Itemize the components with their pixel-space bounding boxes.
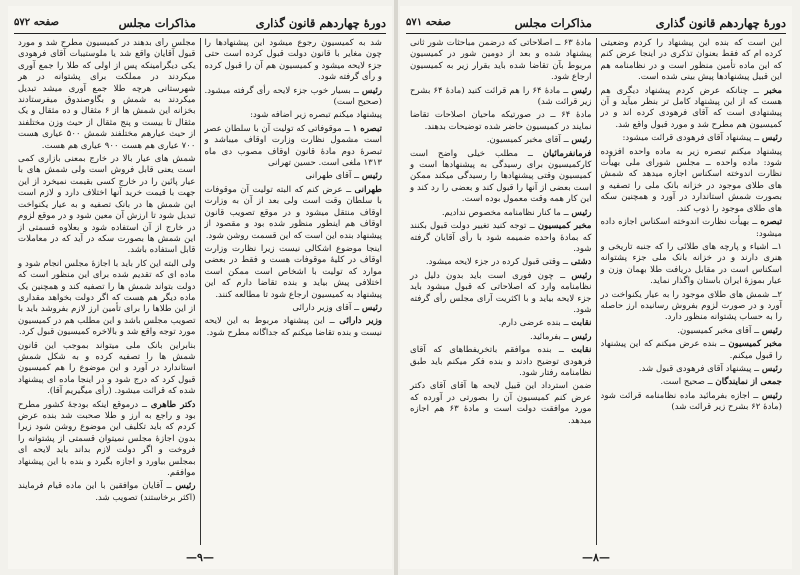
paragraph-text: پیشنهاد میکنم تبصره زیر اضافه شود: [250, 110, 382, 121]
transcript-paragraph: نقابت ــ بنده موافقم باتخریفطاهای که آقای فرهودی توضیح دادند و بنده فکر میکنم باید طبق نظامنامه رفتار شود. [410, 345, 592, 378]
paragraph-text: ما کنار نظامنامه مخصوص ندادیم. [441, 207, 561, 218]
transcript-paragraph [18, 38, 196, 152]
paragraph-text: بنابراین بانک ملی میتواند بموجب این قانون شمش ها را تصفیه کرده و به شکل شمش استاندارد در آورد و این موضوع را هم کمیسیون قبول کرد که درج شود و در اینجا ماده ای پیشنهاد شده که قرائت میشود. (رأی میگیریم آقا). [18, 340, 196, 397]
right-page-header [406, 12, 786, 34]
speaker-name: رئیس [361, 85, 382, 96]
transcript-paragraph [18, 259, 196, 339]
transcript-paragraph: دشتی ــ وقتی قبول کرده در جزء لایحه میشود. [425, 257, 592, 268]
speaker-name: رئیس [361, 302, 382, 313]
transcript-paragraph: جمعی از نمایندگان ــ صحیح است. [660, 377, 782, 388]
transcript-paragraph: مخبر کمیسیون ــ بنده عرض میکنم که این پیشنهاد را قبول میکنم. [600, 339, 783, 361]
transcript-paragraph [601, 242, 783, 288]
speaker-name: وزیر دارائی [339, 316, 382, 327]
speaker-name: نقابت [571, 318, 592, 329]
speaker-name: دکتر طاهری [150, 399, 196, 410]
transcript-paragraph: مخبر کمیسیون ــ توجه کنید تغییر دولت قبول بکنند که بمادهٔ واحده ضمیمه شود با رأی آقایان گرفته شود. [410, 221, 592, 254]
paragraph-text: مادهٔ ۶۴ ــ در صورتیکه ماحیان اصلاحات تقاضا نمایند در کمیسیون حاضر شده توضیحات بدهند. [410, 110, 592, 132]
paragraph-text: اینجا موضوع اشکالی نیست زیرا نظارت وزارت اوقاف در کلیهٔ موقوفات هست و فقط در بعضی موارد که تولیت با اشخاص است ممکن است اختلافی پیش بیاید و بنده تقاضا دارم که این پیشنهاد به کمیسیون ارجاع شود تا مطالعه کنند. [204, 243, 382, 300]
speaker-name: رئیس [761, 363, 782, 374]
paragraph-text: آقایان موافقین با این ماده قیام فرمایند (اکثر برخاستند) تصویب شد. [18, 481, 196, 503]
transcript-paragraph: رئیس ــ آقای طهرانی [305, 171, 382, 182]
paragraph-text: بهیأت نظارت اندوخته اسکناس اجازه داده میشود: [600, 217, 782, 239]
paragraph-text: پیشنهاد آقای فرهودی قرائت میشود: [622, 133, 752, 144]
paragraph-text: بنده عرضی دارم. [498, 318, 561, 329]
transcript-paragraph: رئیس ــ آقایان موافقین با این ماده قیام فرمایند (اکثر برخاستند) تصویب شد. [18, 481, 196, 503]
left-session-title: مذاکرات مجلس [118, 15, 196, 30]
speaker-name: مخبر [764, 85, 782, 96]
speaker-name: رئیس [175, 481, 196, 492]
left-page-header [14, 12, 386, 34]
paragraph-text: اجازه بفرمائید ماده نظامنامه قرائت شود (مادهٔ ۶۲ بشرح زیر قرائت شد) [600, 390, 782, 413]
transcript-paragraph: رئیس ــ پیشنهاد آقای فرهودی قرائت میشود: [622, 133, 782, 144]
paragraph-text: این است که بنده این پیشنهاد را کردم وضعیتی کرده ام که فقط بعنوان تذکری در اینجا عرض کنم که این ماده تأمین منظور است و در نظامنامه هم این قبیل پیشنهادها پیش بینی شده است. [600, 38, 782, 83]
speaker-name: مخبر کمیسیون [537, 221, 592, 232]
paragraph-text: مادهٔ ۶۳ ــ اصلاحاتی که درضمن مباحثات شور ثانی پیشنهاد شده و بعد از دومین شور در کمیسیون مربوط بآن تقاضا شده باید بقرار زیر به کمیسیون ارجاع شود. [410, 38, 592, 83]
right-page-number: صفحه ۵۷۱ [406, 17, 451, 28]
transcript-paragraph [410, 110, 592, 133]
paragraph-text: آقای مخبر کمیسیون. [677, 325, 752, 336]
paragraph-text: عرض کنم که البته تولیت آن موقوفات با سلطان وقت است ولی بعد از آن به وزارت اوقاف منتقل میشود و در موقع تصویب قانون اوقاف هم اینطور منظور شده بود و مقصود از پیشنهاد بنده این است که این قسمت روشن شود. [204, 184, 382, 241]
speaker-name: رئیس [361, 171, 382, 182]
transcript-paragraph [205, 38, 383, 84]
transcript-paragraph [601, 290, 783, 324]
paragraph-text: شمش های عیار بالا در خارج بمعنی بازاری کمی است یعنی قابل فروش است ولی شمش های با عیار پائین را در خارج کسی بقیمت نمیخرد از این جهت با قیمت خرید آنها اختلاف دارد و لازم است این شمش ها در بانک تصفیه و به عیار یکنواخت تبدیل شود تا ارزش آن معین شود و در موقع لزوم در خارج از آن استفاده شود و بعلاوه قسمتی از این شمش ها بصورت سکه در آید که در معاملات قابل استفاده باشد. [18, 154, 196, 256]
right-page-columns [406, 38, 786, 545]
book-gutter [394, 0, 398, 575]
paragraph-text: آقای مخبر کمیسیون. [486, 135, 561, 146]
paragraph-text: شد به کمیسیون رجوع میشود این پیشنهادها را چون مغایر با قانون دولت قبول کرده است حتی جزء لایحه میشود و کمیسیون هم آن را قبول کرده و رأی گرفته شود. [204, 38, 382, 83]
speaker-name: رئیس [571, 207, 592, 218]
transcript-paragraph: رئیس ــ بسیار خوب جزء لایحه رأی گرفته میشود. (صحیح است) [204, 85, 382, 108]
transcript-paragraph [18, 154, 196, 257]
speaker-name: رئیس [761, 133, 782, 144]
paragraph-text: پیشنهاد میکنم تبصره زیر به ماده واحده افزوده شود: ماده واحده ــ مجلس شورای ملی بهیأت نظارت اندوخته اسکناس اجازه میدهد که شمش های طلای موجود در خزانه بانک ملی را تصفیه و بصورت شمش استاندارد در آورد و همچنین سکه های طلای موجود را ذوب کند. [600, 146, 782, 214]
transcript-paragraph [205, 244, 383, 301]
transcript-paragraph: تبصره ــ بهیأت نظارت اندوخته اسکناس اجازه داده میشود: [600, 217, 782, 239]
transcript-paragraph [410, 381, 592, 427]
paragraph-text: موقوفاتی که تولیت آن با سلطان عصر است مشمول نظارت وزارت اوقاف میباشد و تبصرهٔ دوم مادهٔ قانون اوقاف مصوب دی ماه ۱۳۱۳ ملغی است. حسین تهرانی [204, 123, 382, 169]
paragraph-text: ۱ــ اشیاء و پارچه های طلائی را که جنبه تاریخی و هنری دارند و در خزانه بانک ملی جزء پشتوانه اسکناس است در مقابل دریافت طلا بهمان وزن و عیار بموزهٔ ایران باستان واگذار نماید. [600, 241, 782, 287]
speaker-name: طهرانی [354, 184, 383, 195]
paragraph-text: صحیح است. [660, 377, 705, 388]
paragraph-text: ضمن استرداد این قبیل لایحه ها آقای آقای دکتر عرض کنم کمیسیون آن را بصورتی در آورده که مورد موافقت دولت است و مادهٔ ۶۳ هم اجازه میدهد. [410, 381, 592, 426]
transcript-paragraph: رئیس ــ بفرمائید. [529, 331, 592, 342]
paragraph-text: ۲ــ شمش های طلای موجود را به عیار یکنواخت در آورد و در صورت لزوم بفروش رسانیده ارز حاصله را به حساب پشتوانه منظور دارد. [600, 289, 782, 323]
transcript-paragraph: رئیس ــ اجازه بفرمائید ماده نظامنامه قرائت شود (مادهٔ ۶۲ بشرح زیر قرائت شد) [600, 390, 782, 413]
speaker-name: رئیس [571, 270, 592, 281]
paragraph-text: مجلس رأی بدهند در کمیسیون مطرح شد و مورد قبول آقایان واقع شد یا ملوستیبات آقای فرهودی یکی دیگرامینکه پس از اولی که طلا را جمع آوری میکردند در مملکت برای پشتوانه در هر شهرستانی هرچه طلا جمع آوری میشد تبدیل میکردند به شمش و بگاوصندوق میفرستادند بخزانه این شمش ها از ۶ مثقال و ده مثقال و یک مثقال تا بیست و پنج مثقال از حیث وزن مختلفند از حیث عیارهم مختلفند شمش ۵۰۰ عیاری هست ۷۰۰ عیاری هم هست ۹۰۰ عیاری هم هست. [18, 38, 196, 151]
paragraph-text: بسیار خوب جزء لایحه رأی گرفته میشود. (صحیح است) [204, 85, 382, 108]
right-session-title: مذاکرات مجلس [514, 15, 592, 30]
paragraph-text: بنده عرض میکنم که این پیشنهاد را قبول میکنم. [600, 339, 782, 361]
speaker-name: رئیس [571, 331, 592, 342]
right-period-title: دورهٔ چهاردهم قانون گذاری [655, 15, 786, 30]
transcript-paragraph: نقابت ــ بنده عرضی دارم. [498, 318, 592, 329]
left-period-title: دورهٔ چهاردهم قانون گذاری [255, 15, 386, 30]
speaker-name: تبصره [760, 217, 782, 228]
paragraph-text: این پیشنهاد مربوط به این لایحه نیست و بنده تقاضا میکنم که جداگانه مطرح شود. [204, 316, 382, 338]
transcript-paragraph [205, 110, 383, 121]
transcript-paragraph: فرمانفرمائیان ــ مطلب خیلی واضح است کارکمیسیون برای رسیدگی به پیشنهادها است و کمیسیون وقتی پیشنهادها را رسیدگی میکند ممکن است بعضی از آنها را قبول کند و بعضی را رد کند و این کار همه وقت معمول بوده است. [410, 148, 592, 205]
transcript-paragraph [601, 38, 783, 84]
transcript-paragraph: رئیس ــ آقای مخبر کمیسیون. [486, 135, 592, 146]
transcript-paragraph: دکتر طاهری ــ درموقع اینکه بودجهٔ کشور مطرح بود و راجع به ارز و طلا صحبت شد بنده عرض کردم که باید تکلیف این موضوع روشن شود زیرا بدون اجازهٔ مجلس نمیتوان قسمتی از پشتوانه را فروخت و اگر دولت لازم بداند باید لایحه ای بمجلس بیاورد و اجازه بگیرد و بنده با این پیشنهاد موافقم. [18, 399, 196, 479]
speaker-name: تبصره ۱ [352, 123, 382, 134]
left-page-number: صفحه ۵۷۲ [14, 17, 59, 28]
paragraph-text: توجه کنید تغییر دولت قبول بکنند که بمادهٔ واحده ضمیمه شود با رأی آقایان گرفته شود. [410, 221, 592, 254]
left-page-footer: —۹— [186, 551, 214, 564]
transcript-paragraph: رئیس ــ مادهٔ ۶۴ را هم قرائت کنید (مادهٔ ۶۴ بشرح زیر قرائت شد) [410, 85, 592, 108]
speaker-name: دشتی [570, 257, 592, 268]
paragraph-text: مادهٔ ۶۴ را هم قرائت کنید (مادهٔ ۶۴ بشرح زیر قرائت شد) [410, 85, 592, 108]
paragraph-text: چون فوری است باید بدون دلیل در نظامنامه وارد که اصلاحاتی که قبول میشود باید جزء لایحه بیاید و با اکثریت آرای مجلس رأی گرفته شود. [410, 270, 592, 315]
speaker-name: رئیس [571, 85, 592, 96]
paragraph-text: درموقع اینکه بودجهٔ کشور مطرح بود و راجع به ارز و طلا صحبت شد بنده عرض کردم که باید تکلیف این موضوع روشن شود زیرا بدون اجازهٔ مجلس نمیتوان قسمتی از پشتوانه را فروخت و اگر دولت لازم بداند باید لایحه ای بمجلس بیاورد و اجازه بگیرد و بنده با این پیشنهاد موافقم. [18, 399, 196, 479]
right-page-footer: —۸— [582, 551, 610, 564]
paragraph-text: بنده موافقم باتخریفطاهای که آقای فرهودی توضیح دادند و بنده فکر میکنم باید طبق نظامنامه رفتار شود. [410, 345, 592, 378]
left-page-columns [14, 38, 386, 545]
transcript-paragraph: طهرانی ــ عرض کنم که البته تولیت آن موقوفات با سلطان وقت است ولی بعد از آن به وزارت اوقاف منتقل میشود و در موقع تصویب قانون اوقاف هم اینطور منظور شده بود و مقصود از پیشنهاد بنده این است که این قسمت روشن شود. [204, 184, 383, 241]
transcript-paragraph: رئیس ــ ما کنار نظامنامه مخصوص ندادیم. [441, 207, 592, 218]
speaker-name: نقابت [571, 345, 592, 356]
paragraph-text: آقای طهرانی [305, 171, 352, 182]
transcript-paragraph: وزیر دارائی ــ این پیشنهاد مربوط به این لایحه نیست و بنده تقاضا میکنم که جداگانه مطرح شود. [204, 316, 382, 338]
paragraph-text: بفرمائید. [529, 331, 561, 342]
transcript-paragraph: تبصره ۱ ــ موقوفاتی که تولیت آن با سلطان عصر است مشمول نظارت وزارت اوقاف میباشد و تبصرهٔ دوم مادهٔ قانون اوقاف مصوب دی ماه ۱۳۱۳ ملغی است. حسین تهرانی [204, 123, 382, 169]
right-page [400, 6, 792, 569]
left-page-column-left [14, 38, 201, 545]
transcript-paragraph: رئیس ــ آقای مخبر کمیسیون. [677, 325, 782, 336]
speaker-name: جمعی از نمایندگان [715, 377, 782, 388]
paragraph-text: وقتی قبول کرده در جزء لایحه میشود. [425, 257, 561, 268]
paragraph-text: آقای وزیر دارائی [292, 302, 352, 313]
transcript-paragraph: رئیس ــ آقای وزیر دارائی [292, 302, 382, 313]
paragraph-text: ولی البته این کار باید با اجازهٔ مجلس انجام شود و ماده ای که تقدیم شده برای این منظور است که دولت بتواند شمش ها را تصفیه کند و همچنین یک ماده دیگر هم هست که اگر دولت بخواهد مقداری از این طلاها را برای تأمین ارز لازم بفروشد باید با تصویب مجلس باشد و این مطلب هم در کمیسیون مورد توجه واقع شد و بالاخره کمیسیون قبول کرد. [18, 258, 196, 338]
transcript-paragraph [410, 38, 592, 84]
left-page [8, 6, 392, 569]
paragraph-text: مطلب خیلی واضح است کارکمیسیون برای رسیدگی به پیشنهادها است و کمیسیون وقتی پیشنهادها را رسیدگی میکند ممکن است بعضی از آنها را قبول کند و بعضی را رد کند و این کار همه وقت معمول بوده است. [410, 148, 592, 205]
transcript-paragraph: مخبر ــ چنانکه عرض کردم پیشنهاد دیگری هم هست که از این پیشنهاد کامل تر بنظر میآید و آن پیشنهادی است که آقای فرهودی کرده اند و در کمیسیون هم مطرح شد و مورد قبول واقع شد. [600, 85, 782, 130]
transcript-paragraph [18, 341, 196, 398]
speaker-name: رئیس [761, 325, 782, 336]
right-page-column-left [406, 38, 597, 545]
transcript-paragraph: رئیس ــ چون فوری است باید بدون دلیل در نظامنامه وارد که اصلاحاتی که قبول میشود باید جزء لایحه بیاید و با اکثریت آرای مجلس رأی گرفته شود. [410, 270, 592, 315]
paragraph-text: چنانکه عرض کردم پیشنهاد دیگری هم هست که از این پیشنهاد کامل تر بنظر میآید و آن پیشنهادی است که آقای فرهودی کرده اند و در کمیسیون هم مطرح شد و مورد قبول واقع شد. [600, 85, 782, 130]
transcript-paragraph [601, 147, 783, 215]
left-page-column-right [201, 38, 387, 545]
speaker-name: رئیس [761, 390, 782, 401]
speaker-name: فرمانفرمائیان [542, 148, 592, 159]
right-page-column-right [597, 38, 787, 545]
transcript-paragraph: رئیس ــ پیشنهاد آقای فرهودی قبول شد. [638, 363, 782, 374]
speaker-name: رئیس [571, 135, 592, 146]
paragraph-text: پیشنهاد آقای فرهودی قبول شد. [638, 363, 752, 374]
speaker-name: مخبر کمیسیون [728, 339, 783, 350]
